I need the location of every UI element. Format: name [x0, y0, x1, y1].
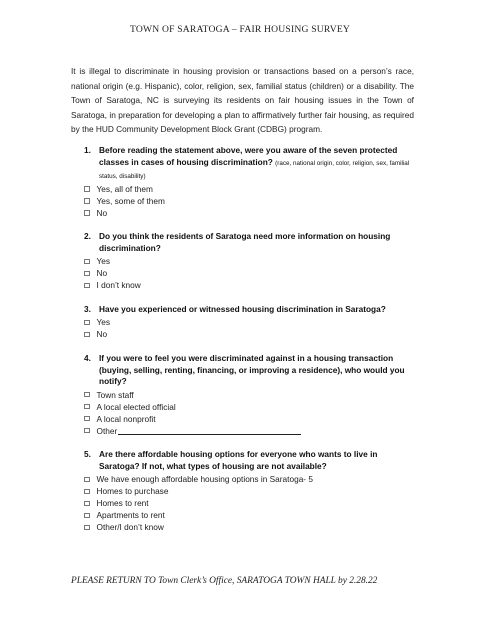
checkbox[interactable]: [84, 489, 90, 495]
option-label: Yes: [96, 317, 111, 328]
option[interactable]: [84, 316, 414, 328]
question-heading: [84, 231, 414, 255]
option-label: Homes to rent: [96, 498, 149, 509]
option-label: No: [96, 207, 108, 218]
checkbox[interactable]: [84, 525, 90, 531]
option-label: A local nonprofit: [96, 413, 156, 424]
option-label: A local elected official: [96, 401, 176, 412]
question-number: 4.: [84, 352, 91, 363]
intro-paragraph: It is illegal to discriminate in housing provision or transactions based on a person’s race, national origin (e.g. Hispanic), color, religion, sex, familial status (children) or a disability. The Town of Saratoga, NC is surveying its residents on fair housing issues in the Town of Saratoga, in preparation for developing a plan to affirmatively further fair housing, as required by the HUD Community Development Block Grant (CDBG) program.: [71, 66, 414, 135]
question-text: Have you experienced or witnessed housing discrimination in Saratoga?: [99, 303, 386, 314]
question-number: 5.: [84, 449, 91, 460]
option[interactable]: [84, 413, 414, 425]
option[interactable]: [84, 183, 414, 195]
option-label: Yes, all of them: [96, 183, 153, 194]
option[interactable]: [84, 473, 414, 485]
question-4: [84, 353, 414, 437]
checkbox[interactable]: [84, 283, 90, 289]
option[interactable]: [84, 509, 414, 521]
question-2: [84, 231, 414, 291]
checkbox[interactable]: [84, 186, 90, 192]
option-label: Other: [96, 425, 118, 436]
checkbox[interactable]: [84, 501, 90, 507]
question-number: 2.: [84, 231, 91, 242]
checkbox[interactable]: [84, 210, 90, 216]
option-label: No: [96, 268, 108, 279]
checkbox[interactable]: [84, 259, 90, 265]
option[interactable]: [84, 279, 414, 291]
option-label: Yes: [96, 256, 111, 267]
question-heading: [84, 304, 414, 316]
checkbox[interactable]: [84, 332, 90, 338]
option[interactable]: [84, 267, 414, 279]
checkbox[interactable]: [84, 198, 90, 204]
option[interactable]: [84, 207, 414, 219]
option[interactable]: [84, 521, 414, 533]
option-list: [84, 389, 414, 437]
question-text-main: Before reading the statement above, were you aware of the seven protected classes in cases of housing discrimination?: [99, 145, 398, 167]
question-heading: [84, 449, 414, 473]
other-write-in-line[interactable]: [118, 426, 301, 435]
option[interactable]: [84, 255, 414, 267]
option[interactable]: [84, 425, 414, 437]
question-heading: [84, 145, 414, 182]
page-header: TOWN OF SARATOGA – FAIR HOUSING SURVEY: [129, 24, 351, 35]
question-1: [84, 145, 414, 219]
option[interactable]: [84, 497, 414, 509]
question-note: (race, national origin, color, religion, sex, familial status, disability): [99, 159, 410, 180]
question-heading: [84, 353, 414, 388]
question-number: 1.: [84, 145, 91, 155]
option-label: I don’t know: [96, 280, 141, 291]
question-text: Are there affordable housing options for everyone who wants to live in Saratoga? If not, what types of housing are not available?: [99, 449, 378, 471]
checkbox[interactable]: [84, 404, 90, 410]
question-text: [99, 145, 414, 182]
option-label: We have enough affordable housing options in Saratoga- 5: [96, 474, 313, 485]
option-list: [84, 316, 414, 340]
checkbox[interactable]: [84, 416, 90, 422]
option-label: Apartments to rent: [96, 510, 165, 521]
option-label: No: [96, 329, 108, 340]
option[interactable]: [84, 328, 414, 340]
checkbox[interactable]: [84, 320, 90, 326]
option-label: Other/I don’t know: [96, 522, 164, 533]
question-text: If you were to feel you were discriminated against in a housing transaction (buying, selling, renting, financing, or improving a residence), who would you notify?: [99, 352, 405, 387]
return-instructions: PLEASE RETURN TO Town Clerk’s Office, SARATOGA TOWN HALL by 2.28.22: [71, 576, 378, 586]
option-label: Homes to purchase: [96, 486, 169, 497]
option[interactable]: [84, 195, 414, 207]
checkbox[interactable]: [84, 392, 90, 398]
option-list: [84, 473, 414, 533]
option-label: Yes, some of them: [96, 195, 165, 206]
checkbox[interactable]: [84, 513, 90, 519]
option[interactable]: [84, 401, 414, 413]
question-5: [84, 449, 414, 533]
option-label: Town staff: [96, 389, 134, 400]
question-number: 3.: [84, 303, 91, 314]
checkbox[interactable]: [84, 428, 90, 434]
question-text: Do you think the residents of Saratoga need more information on housing discrimination?: [99, 231, 391, 254]
option[interactable]: [84, 485, 414, 497]
checkbox[interactable]: [84, 477, 90, 483]
question-list: [84, 145, 414, 546]
option-list: [84, 183, 414, 219]
checkbox[interactable]: [84, 271, 90, 277]
option-list: [84, 255, 414, 291]
question-3: [84, 304, 414, 340]
option[interactable]: [84, 389, 414, 401]
